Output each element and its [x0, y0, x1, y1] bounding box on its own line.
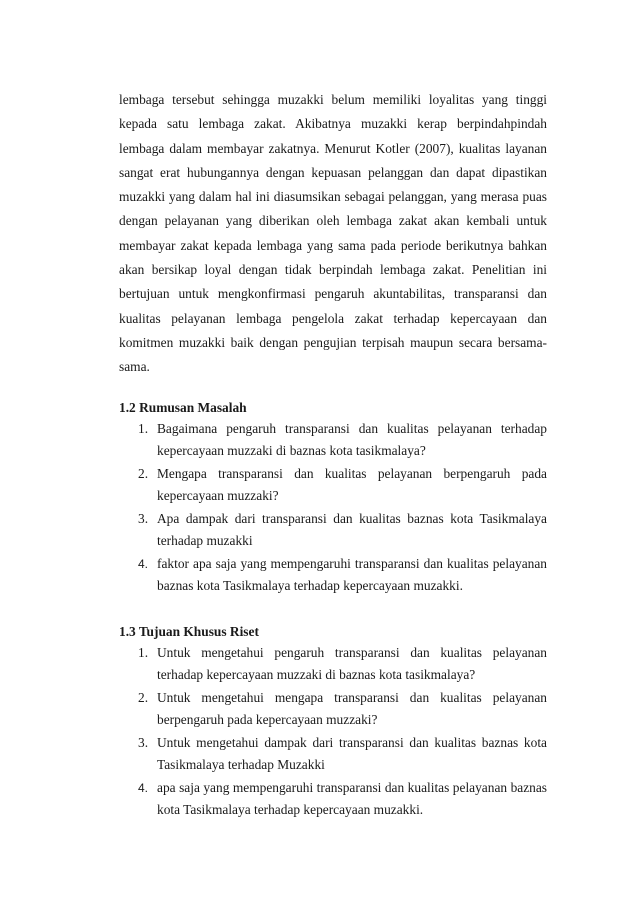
list-item-text: Untuk mengetahui dampak dari transparansi dan kualitas baznas kota Tasikmalaya terhadap Muzakki [157, 734, 547, 773]
list-item-text: Bagaimana pengaruh transparansi dan kualitas pelayanan terhadap kepercayaan muzzaki di baznas kota tasikmalaya? [157, 420, 547, 459]
section-heading-rumusan-masalah: 1.2 Rumusan Masalah [119, 399, 247, 415]
list-item-number: 4. [138, 780, 149, 795]
tujuan-khusus-riset-list [119, 642, 547, 822]
rumusan-masalah-list [119, 418, 547, 598]
list-item-text: apa saja yang mempengaruhi transparansi dan kualitas pelayanan baznas kota Tasikmalaya terhadap kepercayaan muzakki. [157, 779, 547, 818]
list-item-text: Mengapa transparansi dan kualitas pelayanan berpengaruh pada kepercayaan muzzaki? [157, 465, 547, 504]
list-item-text: faktor apa saja yang mempengaruhi transparansi dan kualitas pelayanan baznas kota Tasikmalaya terhadap kepercayaan muzakki. [157, 555, 547, 594]
list-item [119, 642, 547, 687]
list-item-number: 3. [138, 510, 149, 526]
list-item-number: 3. [138, 734, 149, 750]
list-item-number: 1. [138, 644, 149, 660]
list-item [119, 508, 547, 553]
list-item-text: Apa dampak dari transparansi dan kualitas baznas kota Tasikmalaya terhadap muzakki [157, 510, 547, 549]
list-item [119, 777, 547, 822]
list-item-text: Untuk mengetahui mengapa transparansi dan kualitas pelayanan berpengaruh pada kepercayaan muzzaki? [157, 689, 547, 728]
list-item-number: 2. [138, 465, 149, 481]
list-item-text: Untuk mengetahui pengaruh transparansi dan kualitas pelayanan terhadap kepercayaan muzzaki di baznas kota tasikmalaya? [157, 644, 547, 683]
list-item [119, 732, 547, 777]
section-heading-tujuan-khusus-riset: 1.3 Tujuan Khusus Riset [119, 623, 259, 639]
list-item [119, 418, 547, 463]
list-item-number: 4. [138, 556, 149, 571]
list-item [119, 553, 547, 598]
list-item-number: 1. [138, 420, 149, 436]
intro-paragraph: lembaga tersebut sehingga muzakki belum memiliki loyalitas yang tinggi kepada satu lembaga zakat. Akibatnya muzakki kerap berpindahpindah lembaga dalam membayar zakatnya. Menurut Kotler (2007), kualitas layanan sangat erat hubungannya dengan kepuasan pelanggan dan dapat dipastikan muzakki yang dalam hal ini diasumsikan sebagai pelanggan, yang merasa puas dengan pelayanan yang diberikan oleh lembaga zakat akan kembali untuk membayar zakat kepada lembaga yang sama pada periode berikutnya bahkan akan bersikap loyal dengan tidak berpindah lembaga zakat. Penelitian ini bertujuan untuk mengkonfirmasi pengaruh akuntabilitas, transparansi dan kualitas pelayanan lembaga pengelola zakat terhadap kepercayaan dan komitmen muzakki baik dengan pengujian terpisah maupun secara bersama-sama. [119, 92, 547, 375]
document-page [119, 88, 547, 822]
list-item [119, 687, 547, 732]
list-item-number: 2. [138, 689, 149, 705]
list-item [119, 463, 547, 508]
